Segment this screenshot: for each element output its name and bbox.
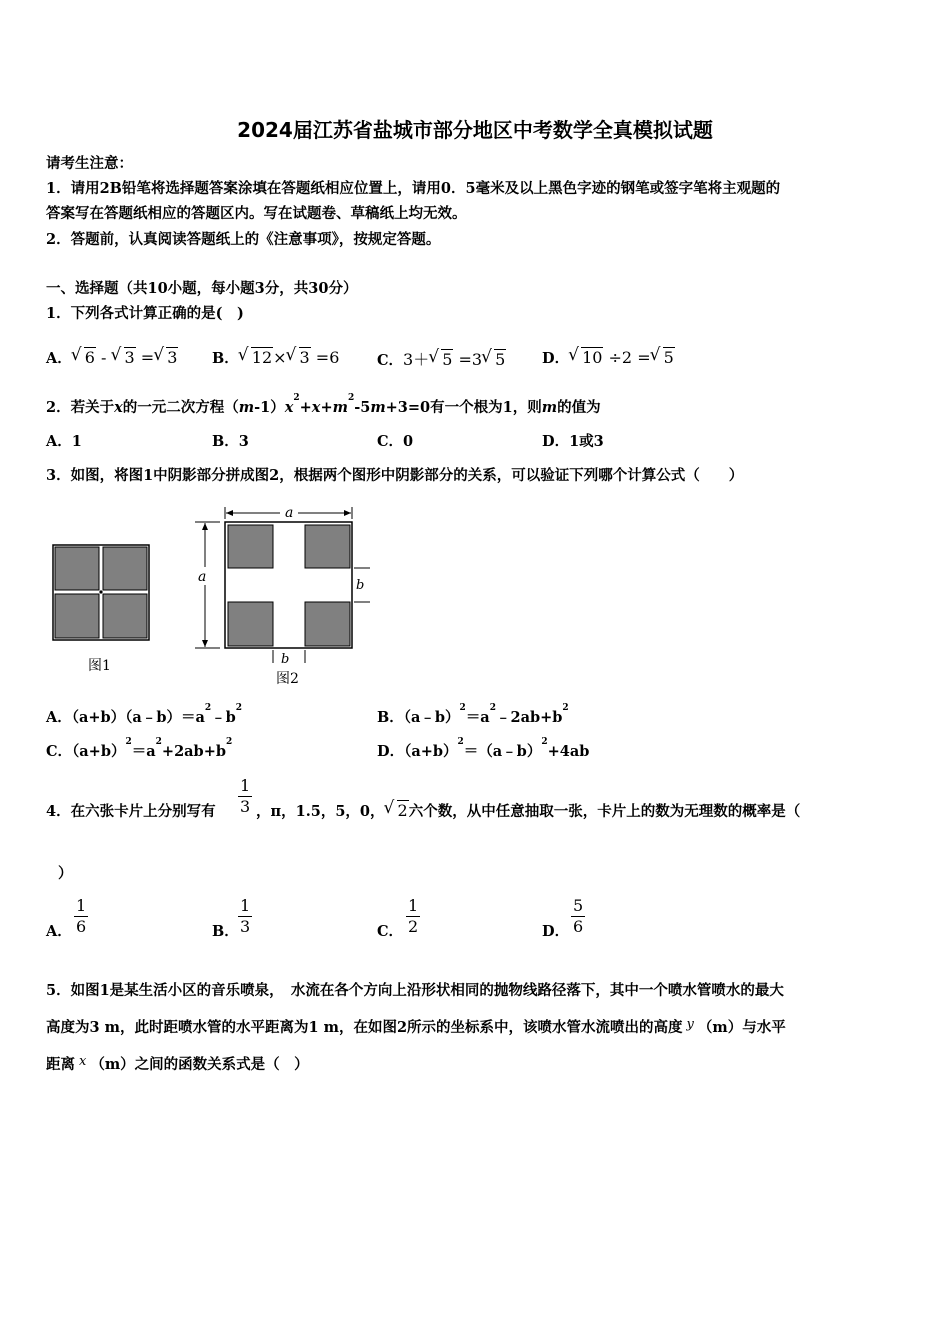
- q3-d-tail: +4ab: [547, 743, 590, 760]
- q2-exponent: 2: [293, 393, 300, 403]
- fraction-numerator: 1: [240, 776, 251, 795]
- q3-stem: 3．如图，将图1中阴影部分拼成图2，根据两个图形中阴影部分的关系，可以验证下列哪个计算公式（ ）: [46, 467, 744, 484]
- fig2-shaded-corner: [305, 525, 350, 568]
- q2-text-3: -1）: [254, 399, 285, 416]
- q5-line-2-tail: （m）与水平: [697, 1019, 786, 1036]
- q1-a-eq: =: [135, 348, 155, 367]
- q4-stem-middle: [256, 800, 800, 821]
- exponent: 2: [204, 703, 212, 713]
- q5-line-2-text: 高度为3 m，此时距喷水管的水平距离为1 m，在如图2所示的坐标系中，该喷水管水流喷出的高度: [46, 1019, 683, 1036]
- q2-var-m: m: [332, 399, 348, 416]
- arrow-down: [202, 640, 208, 647]
- q4-option-b-fraction: [238, 896, 252, 937]
- q4-option-a-label: A．: [46, 923, 72, 940]
- section-heading: 一、选择题（共10小题，每小题3分，共30分）: [46, 280, 358, 297]
- q2-var-m: m: [541, 399, 558, 416]
- q3-c-text: C．（a+b）: [46, 743, 126, 760]
- q3-d-mid: ＝（a﹣b）: [463, 743, 542, 760]
- fraction-denominator: 6: [76, 917, 87, 936]
- fraction-denominator: 3: [240, 917, 251, 936]
- q1-b-eq: =6: [310, 348, 340, 367]
- label-a-left: a: [198, 569, 207, 585]
- fig1-shaded-piece: [55, 594, 99, 638]
- fig2-shaded-corner: [228, 525, 273, 568]
- fraction-numerator: 1: [408, 896, 419, 915]
- q5-var-x: x: [79, 1054, 87, 1069]
- fig1-shaded-piece: [103, 547, 147, 590]
- q1-b-mid: ×: [273, 348, 287, 367]
- q2-var-x: x: [114, 399, 123, 416]
- q1-b-label: B．: [212, 350, 239, 367]
- fig2-shaded-corner: [305, 602, 350, 646]
- q4-stem-end: 六个数，从中任意抽取一张，卡片上的数为无理数的概率是（: [408, 803, 801, 820]
- q3-d-text: D．（a+b）: [377, 743, 458, 760]
- fraction-numerator: 1: [240, 896, 251, 915]
- q2-var-x: x: [284, 399, 294, 416]
- notice-line-1: 1．请用2B铅笔将选择题答案涂填在答题纸相应位置上，请用0．5毫米及以上黑色字迹的钢笔或签字笔将主观题的: [46, 180, 781, 197]
- q2-var-m: m: [370, 399, 386, 416]
- fraction-denominator: 2: [408, 917, 419, 936]
- q1-c-r2: 5: [495, 350, 506, 369]
- q5-line-2: [46, 1016, 786, 1037]
- arrow-left: [226, 510, 233, 516]
- fraction-numerator: 1: [76, 896, 87, 915]
- q1-a-mid: -: [95, 348, 112, 367]
- q5-line-3-tail: （m）之间的函数关系式是（ ）: [90, 1056, 309, 1073]
- q1-option-a: [46, 347, 178, 368]
- q2-stem: [46, 393, 601, 417]
- q1-c-pre: 3＋: [403, 350, 430, 369]
- notice-heading: 请考生注意：: [46, 155, 133, 172]
- q3-b-tail: ﹣2ab+b: [495, 709, 563, 726]
- fraction-denominator: 3: [240, 797, 251, 816]
- q4-radicand: 2: [397, 801, 408, 820]
- q2-option-b: B．3: [212, 433, 249, 450]
- q2-text-1: 2．若关于: [46, 399, 115, 416]
- arrow-right: [344, 510, 351, 516]
- q5-line-1: 5．如图1是某生活小区的音乐喷泉， 水流在各个方向上沿形状相同的抛物线路径落下，其中一个喷水管喷水的最大: [46, 982, 784, 999]
- exponent: 2: [489, 703, 496, 713]
- q3-option-c: [46, 737, 233, 761]
- page-title: 2024届江苏省盐城市部分地区中考数学全真模拟试题: [237, 118, 713, 142]
- figure-2: [195, 505, 370, 687]
- q3-c-mid: ＝a: [131, 743, 156, 760]
- q5-var-y: y: [686, 1017, 694, 1032]
- label-b-bottom: b: [281, 652, 290, 667]
- exponent: 2: [457, 737, 464, 747]
- q3-b-text: B．（a﹣b）: [377, 709, 460, 726]
- label-a-top: a: [285, 505, 294, 521]
- exponent: 2: [541, 737, 548, 747]
- fig1-caption: 图1: [88, 658, 111, 674]
- q2-var-m: m: [238, 399, 255, 416]
- q1-c-label: C．: [377, 352, 404, 369]
- q1-a-r3: 3: [167, 348, 178, 367]
- q3-b-mid: ＝a: [465, 709, 490, 726]
- q2-text-4: +: [299, 399, 312, 416]
- q2-text-2: 的一元二次方程（: [122, 399, 239, 416]
- notice-line-3: 2．答题前，认真阅读答题纸上的《注意事项》，按规定答题。: [46, 231, 441, 248]
- q3-option-a: [46, 703, 243, 727]
- q4-option-d-fraction: [571, 896, 585, 937]
- fig2-shaded-corner: [228, 602, 273, 646]
- q4-close-paren: ）: [58, 865, 73, 882]
- q2-text-7: +3=0有一个根为1，则: [385, 399, 542, 416]
- q2-var-x: x: [311, 399, 321, 416]
- fraction-denominator: 6: [573, 917, 584, 936]
- q5-line-3-text: 距离: [46, 1056, 75, 1073]
- q2-option-c: C．0: [377, 433, 414, 450]
- q1-c-eq: =3: [453, 350, 483, 369]
- exponent: 2: [562, 703, 569, 713]
- q1-d-mid: ÷2 =: [603, 348, 651, 367]
- exponent: 2: [235, 703, 243, 713]
- arrow-up: [202, 523, 208, 530]
- q2-text-5: +: [320, 399, 333, 416]
- notice-line-2: 答案写在答题纸相应的答题区内。写在试题卷、草稿纸上均无效。: [46, 205, 467, 222]
- q3-a-text: A．（a+b）（a﹣b）＝a: [46, 709, 205, 726]
- fig1-shaded-piece: [55, 547, 99, 590]
- fraction-numerator: 5: [573, 896, 584, 915]
- fig2-caption: 图2: [276, 671, 299, 687]
- q1-d-r2: 5: [663, 348, 674, 367]
- exponent: 2: [155, 737, 162, 747]
- q2-option-a: A．1: [46, 433, 82, 450]
- q1-option-c: [377, 347, 506, 370]
- q1-d-label: D．: [542, 350, 570, 367]
- q4-option-a-fraction: [74, 896, 88, 937]
- q4-numbers: ，π，1.5，5，0，: [256, 803, 385, 820]
- q1-a-r2: 3: [124, 348, 135, 367]
- q2-text-8: 的值为: [557, 399, 601, 416]
- q4-option-c-label: C．: [377, 923, 404, 940]
- q4-fraction-one-third: [238, 776, 252, 817]
- q2-text-6: -5: [354, 399, 371, 416]
- q1-d-r1: 10: [582, 348, 603, 367]
- q4-option-d-label: D．: [542, 923, 570, 940]
- exponent: 2: [125, 737, 132, 747]
- q3-figures: [40, 495, 380, 695]
- q4-stem-start: 4．在六张卡片上分别写有: [46, 803, 216, 820]
- fig1-center-dot: [99, 590, 102, 593]
- q1-option-d: [542, 347, 675, 368]
- q1-a-label: A．: [46, 350, 72, 367]
- q1-stem: 1．下列各式计算正确的是( ): [46, 305, 244, 322]
- q1-b-r2: 3: [299, 348, 310, 367]
- exponent: 2: [459, 703, 466, 713]
- q3-a-tail: ﹣b: [211, 709, 236, 726]
- q1-a-r1: 6: [84, 348, 95, 367]
- q4-option-c-fraction: [406, 896, 420, 937]
- q1-c-r1: 5: [442, 350, 453, 369]
- fig1-shaded-piece: [103, 594, 147, 638]
- label-b-right: b: [356, 578, 365, 593]
- q3-c-tail: +2ab+b: [161, 743, 226, 760]
- q4-option-b-label: B．: [212, 923, 239, 940]
- q5-line-3: [46, 1053, 309, 1074]
- q1-option-b: [212, 347, 339, 368]
- figure-1: [53, 545, 149, 674]
- q1-b-r1: 12: [251, 348, 273, 367]
- q2-exponent: 2: [347, 393, 355, 403]
- q2-option-d: D．1或3: [542, 433, 604, 450]
- exponent: 2: [225, 737, 233, 747]
- q3-option-d: [377, 737, 590, 761]
- q3-option-b: [377, 703, 569, 727]
